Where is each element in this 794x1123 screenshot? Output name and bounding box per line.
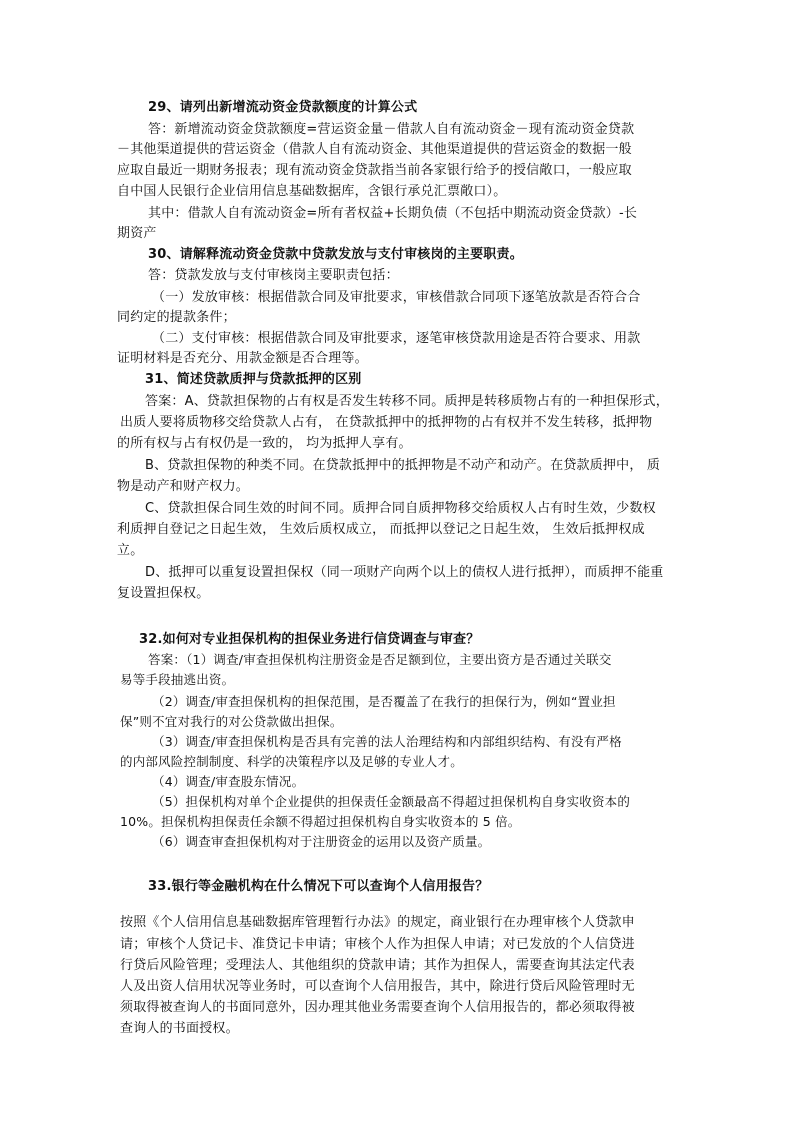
q29-line-1: 答：新增流动资金贷款额度=营运资金量－借款人自有流动资金－现有流动资金贷款: [148, 122, 635, 137]
q31-line-4: B、贷款担保物的种类不同。在贷款抵押中的抵押物是不动产和动产。在贷款质押中， 质: [145, 458, 661, 473]
q29-line-2: －其他渠道提供的营运资金（借款人自有流动资金、其他渠道提供的营运资金的数据一般: [117, 142, 632, 157]
q31-line-9: D、抵押可以重复设置担保权（同一项财产向两个以上的债权人进行抵押），而质押不能重: [145, 565, 664, 580]
q33-line-3: 行贷后风险管理；受理法人、其他组织的贷款申请；其作为担保人，需要查询其法定代表: [120, 958, 635, 973]
q32-line-3: （2）调查/审查担保机构的担保范围，是否覆盖了在我行的担保行为，例如“置业担: [152, 694, 616, 709]
q31-line-3: 的所有权与占有权仍是一致的， 均为抵押人享有。: [117, 436, 412, 451]
q29-line-4: 自中国人民银行企业信用信息基础数据库，含银行承兑汇票敞口）。: [117, 184, 507, 199]
q32-line-1: 答案：（1）调查/审查担保机构注册资金是否足额到位，主要出资方是否通过关联交: [148, 652, 612, 667]
q29-line-3: 应取自最近一期财务报表；现有流动资金贷款指当前各家银行给予的授信敞口，一般应取: [117, 163, 632, 178]
q32-line-6: 的内部风险控制制度、科学的决策程序以及足够的专业人才。: [120, 754, 463, 769]
q29-line-5: 其中：借款人自有流动资金=所有者权益+长期负债（不包括中期流动资金贷款）-长: [148, 206, 638, 221]
q30-line-3: 同约定的提款条件；: [117, 310, 236, 325]
q33-line-2: 请；审核个人贷记卡、准贷记卡申请；审核个人作为担保人申请；对已发放的个人信贷进: [120, 937, 635, 952]
q30-line-5: 证明材料是否充分、用款金额是否合理等。: [117, 351, 368, 366]
q30-title: 30、请解释流动资金贷款中贷款发放与支付审核岗的主要职责。: [148, 247, 523, 262]
q32-line-5: （3）调查/审查担保机构是否具有完善的法人治理结构和内部组织结构、有没有严格: [152, 734, 622, 749]
q32-line-7: （4）调查/审查股东情况。: [152, 774, 305, 789]
q31-line-6: C、贷款担保合同生效的时间不同。质押合同自质押物移交给质权人占有时生效，少数权: [145, 501, 656, 516]
q31-line-1: 答案：A、贷款担保物的占有权是否发生转移不同。质押是转移质物占有的一种担保形式，: [145, 394, 669, 409]
q32-line-9: 10%。担保机构担保责任余额不得超过担保机构自身实收资本的 5 倍。: [120, 814, 521, 829]
q32-line-8: （5）担保机构对单个企业提供的担保责任金额最高不得超过担保机构自身实收资本的: [152, 794, 631, 809]
q32-title: 32.如何对专业担保机构的担保业务进行信贷调查与审查？: [139, 632, 480, 647]
q30-line-2: （一）发放审核：根据借款合同及审批要求，审核借款合同项下逐笔放款是否符合合: [152, 290, 641, 305]
q31-line-7: 利质押自登记之日起生效， 生效后质权成立， 而抵押以登记之日起生效， 生效后抵押权成: [117, 522, 645, 537]
q29-title: 29、请列出新增流动资金贷款额度的计算公式: [148, 100, 418, 115]
q31-line-5: 物是动产和财产权力。: [117, 479, 250, 494]
q30-line-4: （二）支付审核：根据借款合同及审批要求，逐笔审核贷款用途是否符合要求、用款: [152, 331, 641, 346]
q32-line-10: （6）调查审查担保机构对于注册资金的运用以及资产质量。: [152, 834, 491, 849]
q32-line-2: 易等手段抽逃出资。: [120, 672, 235, 687]
q33-line-1: 按照《个人信用信息基础数据库管理暂行办法》的规定，商业银行在办理审核个人贷款申: [120, 915, 635, 930]
q33-line-5: 须取得被查询人的书面同意外，因办理其他业务需要查询个人信用报告的，都必须取得被: [120, 1000, 635, 1015]
q29-line-6: 期资产: [117, 226, 157, 241]
q33-title: 33.银行等金融机构在什么情况下可以查询个人信用报告？: [148, 879, 489, 894]
q31-line-8: 立。: [117, 543, 144, 558]
q31-line-2: 出质人要将质物移交给贷款人占有， 在贷款抵押中的抵押物的占有权并不发生转移，抵押物: [120, 415, 653, 430]
q33-line-6: 查询人的书面授权。: [120, 1021, 239, 1036]
q31-line-10: 复设置担保权。: [117, 586, 210, 601]
q30-line-1: 答：贷款发放与支付审核岗主要职责包括：: [148, 268, 399, 283]
q33-line-4: 人及出资人信用状况等业务时，可以查询个人信用报告，其中，除进行贷后风险管理时无: [120, 979, 635, 994]
q31-title: 31、简述贷款质押与贷款抵押的区别: [145, 372, 362, 387]
q32-line-4: 保”则不宜对我行的对公贷款做出担保。: [120, 714, 343, 729]
